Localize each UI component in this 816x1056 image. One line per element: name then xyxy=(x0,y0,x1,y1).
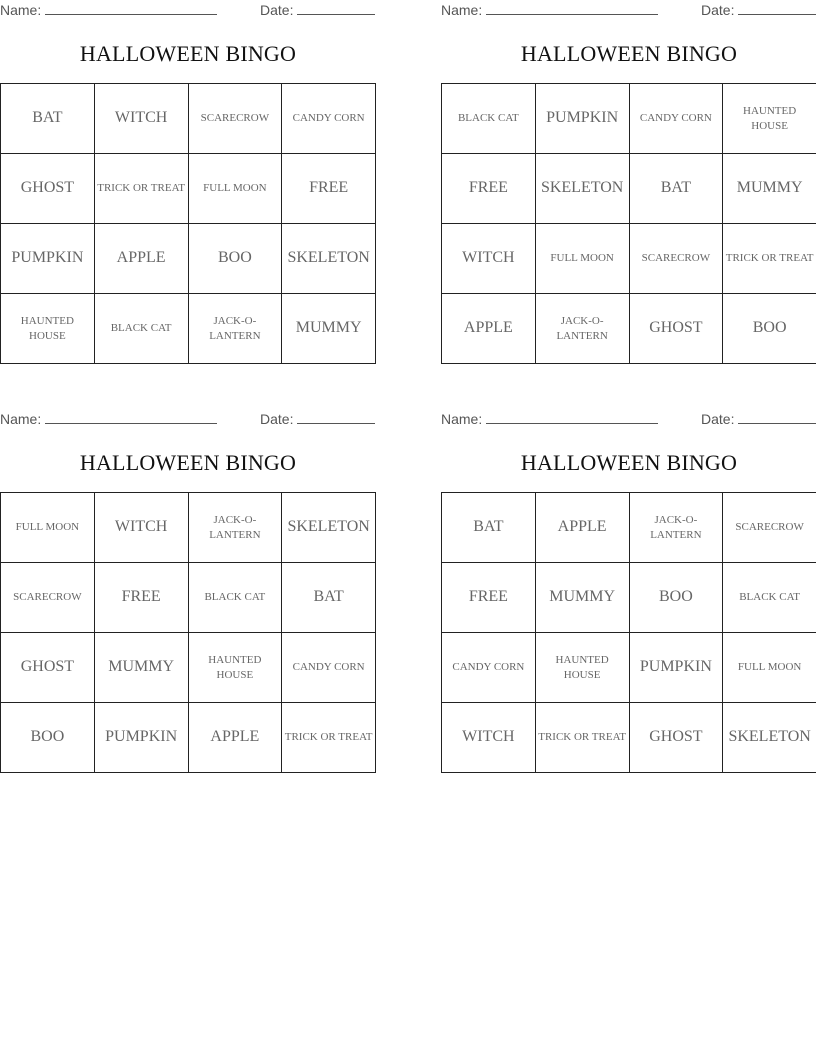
name-blank-line[interactable] xyxy=(45,3,217,15)
date-label: Date: xyxy=(260,411,294,427)
bingo-cell[interactable]: CANDY CORN xyxy=(282,633,376,703)
bingo-grid xyxy=(0,83,376,364)
bingo-cell[interactable]: FULL MOON xyxy=(188,154,282,224)
bingo-cell[interactable]: PUMPKIN xyxy=(535,84,629,154)
bingo-cell[interactable]: GHOST xyxy=(629,294,723,364)
name-label: Name: xyxy=(0,411,42,427)
bingo-cell[interactable]: SCARECROW xyxy=(188,84,282,154)
bingo-cell[interactable]: BOO xyxy=(723,294,816,364)
bingo-cell[interactable]: HAUNTED HOUSE xyxy=(723,84,816,154)
bingo-cell[interactable]: PUMPKIN xyxy=(629,633,723,703)
bingo-cell[interactable]: MUMMY xyxy=(535,563,629,633)
name-field[interactable] xyxy=(0,411,217,427)
bingo-cell[interactable]: GHOST xyxy=(629,703,723,773)
bingo-cell[interactable]: SKELETON xyxy=(282,224,376,294)
bingo-cell[interactable]: BOO xyxy=(1,703,95,773)
bingo-cell[interactable]: TRICK OR TREAT xyxy=(94,154,188,224)
bingo-cell[interactable]: APPLE xyxy=(94,224,188,294)
bingo-cell[interactable]: JACK-O-LANTERN xyxy=(188,493,282,563)
bingo-cell[interactable]: HAUNTED HOUSE xyxy=(188,633,282,703)
bingo-cell[interactable]: BLACK CAT xyxy=(442,84,536,154)
bingo-cell[interactable]: BLACK CAT xyxy=(723,563,816,633)
date-field[interactable] xyxy=(701,2,816,18)
bingo-cell[interactable]: CANDY CORN xyxy=(282,84,376,154)
bingo-cell[interactable]: TRICK OR TREAT xyxy=(535,703,629,773)
bingo-cell[interactable]: APPLE xyxy=(535,493,629,563)
bingo-cell[interactable]: MUMMY xyxy=(282,294,376,364)
grid-row xyxy=(442,633,816,703)
date-label: Date: xyxy=(260,2,294,18)
bingo-cell[interactable]: BAT xyxy=(1,84,95,154)
grid-row xyxy=(1,563,376,633)
grid-row xyxy=(1,154,376,224)
bingo-cell[interactable]: SKELETON xyxy=(282,493,376,563)
bingo-cell[interactable]: JACK-O-LANTERN xyxy=(535,294,629,364)
grid-row xyxy=(442,563,816,633)
bingo-cell[interactable]: MUMMY xyxy=(94,633,188,703)
grid-row xyxy=(1,84,376,154)
bingo-cell[interactable]: APPLE xyxy=(188,703,282,773)
bingo-cell[interactable]: FREE xyxy=(94,563,188,633)
bingo-grid xyxy=(0,492,376,773)
bingo-cell[interactable]: BAT xyxy=(282,563,376,633)
bingo-cell[interactable]: WITCH xyxy=(442,703,536,773)
bingo-cell[interactable]: WITCH xyxy=(94,84,188,154)
bingo-cell[interactable]: JACK-O-LANTERN xyxy=(188,294,282,364)
bingo-cell[interactable]: BLACK CAT xyxy=(188,563,282,633)
bingo-cell[interactable]: TRICK OR TREAT xyxy=(723,224,816,294)
bingo-cell[interactable]: MUMMY xyxy=(723,154,816,224)
name-field[interactable] xyxy=(441,2,658,18)
bingo-cell[interactable]: CANDY CORN xyxy=(629,84,723,154)
bingo-cell[interactable]: PUMPKIN xyxy=(94,703,188,773)
bingo-cell[interactable]: BOO xyxy=(188,224,282,294)
bingo-cell[interactable]: FULL MOON xyxy=(723,633,816,703)
name-blank-line[interactable] xyxy=(45,412,217,424)
name-field[interactable] xyxy=(0,2,217,18)
bingo-cell[interactable]: GHOST xyxy=(1,154,95,224)
grid-row xyxy=(442,224,816,294)
bingo-grid xyxy=(441,83,816,364)
bingo-cell[interactable]: SCARECROW xyxy=(1,563,95,633)
bingo-grid xyxy=(441,492,816,773)
bingo-cell[interactable]: GHOST xyxy=(1,633,95,703)
bingo-card-4 xyxy=(441,409,816,781)
bingo-cell[interactable]: APPLE xyxy=(442,294,536,364)
bingo-cell[interactable]: SCARECROW xyxy=(723,493,816,563)
bingo-cell[interactable]: BLACK CAT xyxy=(94,294,188,364)
date-blank-line[interactable] xyxy=(297,3,375,15)
card-title: HALLOWEEN BINGO xyxy=(520,41,738,66)
bingo-cell[interactable]: HAUNTED HOUSE xyxy=(535,633,629,703)
bingo-cell[interactable]: BAT xyxy=(629,154,723,224)
date-blank-line[interactable] xyxy=(738,3,816,15)
bingo-cell[interactable]: TRICK OR TREAT xyxy=(282,703,376,773)
date-blank-line[interactable] xyxy=(297,412,375,424)
grid-row xyxy=(1,703,376,773)
grid-row xyxy=(442,84,816,154)
date-label: Date: xyxy=(701,2,735,18)
name-blank-line[interactable] xyxy=(486,3,658,15)
bingo-cell[interactable]: FREE xyxy=(282,154,376,224)
bingo-cell[interactable]: SKELETON xyxy=(535,154,629,224)
date-field[interactable] xyxy=(260,411,375,427)
name-field[interactable] xyxy=(441,411,658,427)
bingo-cell[interactable]: BOO xyxy=(629,563,723,633)
grid-row xyxy=(442,493,816,563)
date-field[interactable] xyxy=(701,411,816,427)
name-label: Name: xyxy=(441,411,483,427)
date-label: Date: xyxy=(701,411,735,427)
bingo-cell[interactable]: HAUNTED HOUSE xyxy=(1,294,95,364)
bingo-cell[interactable]: WITCH xyxy=(442,224,536,294)
bingo-card-3 xyxy=(0,409,376,781)
card-title: HALLOWEEN BINGO xyxy=(520,450,738,475)
name-label: Name: xyxy=(0,2,42,18)
bingo-card-2 xyxy=(441,0,816,372)
bingo-cell[interactable]: SKELETON xyxy=(723,703,816,773)
bingo-cell[interactable]: FREE xyxy=(442,563,536,633)
date-blank-line[interactable] xyxy=(738,412,816,424)
bingo-cell[interactable]: FREE xyxy=(442,154,536,224)
date-field[interactable] xyxy=(260,2,375,18)
grid-row xyxy=(442,294,816,364)
grid-row xyxy=(1,294,376,364)
bingo-cell[interactable]: BAT xyxy=(442,493,536,563)
name-blank-line[interactable] xyxy=(486,412,658,424)
bingo-cell[interactable]: WITCH xyxy=(94,493,188,563)
grid-row xyxy=(1,224,376,294)
grid-row xyxy=(1,493,376,563)
bingo-cell[interactable]: FULL MOON xyxy=(535,224,629,294)
bingo-card-1 xyxy=(0,0,376,372)
card-meta-row xyxy=(0,0,376,22)
bingo-cell[interactable]: PUMPKIN xyxy=(1,224,95,294)
bingo-cell[interactable]: JACK-O-LANTERN xyxy=(629,493,723,563)
card-title: HALLOWEEN BINGO xyxy=(79,450,297,475)
card-meta-row xyxy=(441,409,816,431)
grid-row xyxy=(1,633,376,703)
card-title: HALLOWEEN BINGO xyxy=(79,41,297,66)
bingo-cell[interactable]: SCARECROW xyxy=(629,224,723,294)
bingo-cell[interactable]: CANDY CORN xyxy=(442,633,536,703)
grid-row xyxy=(442,154,816,224)
bingo-cell[interactable]: FULL MOON xyxy=(1,493,95,563)
card-meta-row xyxy=(441,0,816,22)
name-label: Name: xyxy=(441,2,483,18)
grid-row xyxy=(442,703,816,773)
card-meta-row xyxy=(0,409,376,431)
